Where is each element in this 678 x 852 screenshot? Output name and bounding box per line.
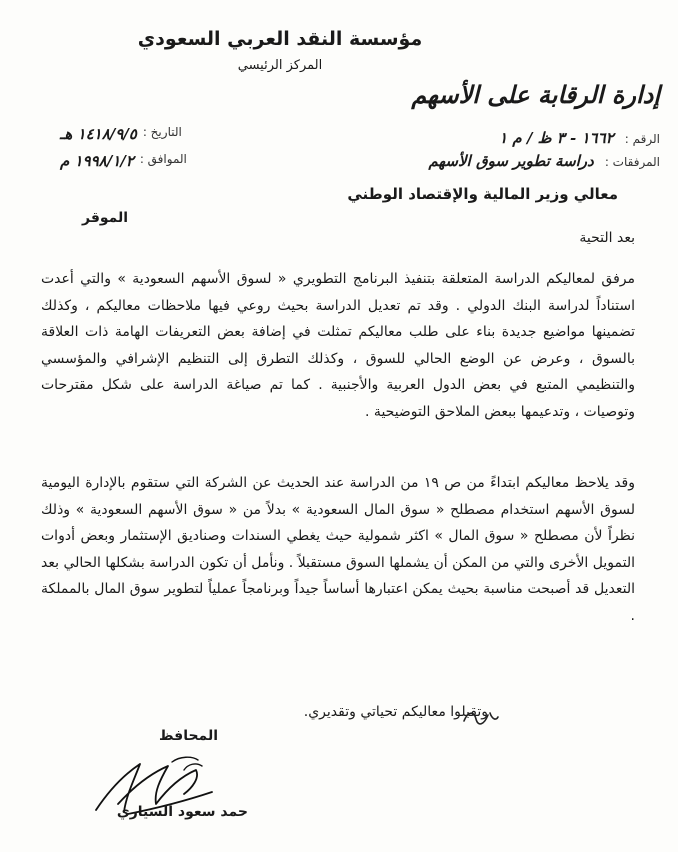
reference-number-label: الرقم : (624, 132, 660, 146)
organization-name: مؤسسة النقد العربي السعودي (137, 28, 423, 50)
recipient: معالي وزير المالية والإقتصاد الوطني (347, 185, 618, 203)
attachments-value: دراسة تطوير سوق الأسهم (428, 152, 594, 170)
attachments-label: المرفقات : (604, 155, 660, 169)
closing-line: وتقبلوا معاليكم تحياتي وتقديري. (303, 704, 488, 720)
governor-title: المحافظ (159, 728, 218, 744)
body-paragraph-1: مرفق لمعاليكم الدراسة المتعلقة بتنفيذ البرنامج التطويري « لسوق الأسهم السعودية » والتي أعدت استناداً لدراسة البنك الدولي . وقد تم تعديل الدراسة بحيث روعي فيها ملاحظات معاليكم ، وكذلك تضمينها مواضيع جديدة بناء على طلب معاليكم تمثلت في إضافة بعض التعريفات الهامة ذات العلاقة بالسوق ، وعرض عن الوضع الحالي للسوق ، وكذلك التطرق إلى التنظيم الإشرافي والمؤسسي والتنظيمي المتبع في بعض الدول العربية والأجنبية . كما تم صياغة الدراسة على شكل مقترحات وتوصيات ، وتدعيمها ببعض الملاحق التوضيحية . (41, 271, 635, 420)
agreement-value: ١٩٩٨/١/٢ م (60, 152, 134, 170)
gregorian-date (60, 148, 187, 170)
reference-number (499, 128, 660, 147)
body-paragraph-2: وقد يلاحظ معاليكم ابتداءً من ص ١٩ من الدراسة عند الحديث عن الشركة التي ستقوم بالإدارة اليومية لسوق الأسهم استخدام مصطلح « سوق المال السعودية » بدلاً من « سوق الأسهم السعودية » وذلك نظراً لأن مصطلح « سوق المال » اكثر شمولية حيث يغطي السندات وصناديق الإستثمار وبعض أدوات التمويل الأخرى والتي من المكن أن يشملها السوق مستقبلاً . ونأمل أن تكون الدراسة بشكلها الحالي بعد التعديل قد أصبحت مناسبة بحيث يمكن اعتبارها أساساً جيداً وبرنامجاً عملياً لتطوير سوق المال بالمملكة . (41, 475, 635, 624)
governor-name: حمد سعود السياري (116, 804, 248, 820)
initials-mark (460, 707, 500, 729)
office-name: المركز الرئيسي (237, 58, 323, 73)
attachments (429, 151, 660, 170)
greeting: بعد التحية (579, 230, 635, 246)
date-label: التاريخ : (142, 125, 182, 139)
date-value: ١٤١٨/٩/٥ هـ (60, 125, 137, 143)
department-name: إدارة الرقابة على الأسهم (411, 80, 660, 109)
reference-number-value: ١٦٦٢ - ٣ ظ / م ١ (499, 129, 614, 147)
agreement-label: الموافق : (139, 152, 187, 166)
hijri-date (60, 121, 182, 143)
honorific: الموقر (82, 210, 129, 226)
